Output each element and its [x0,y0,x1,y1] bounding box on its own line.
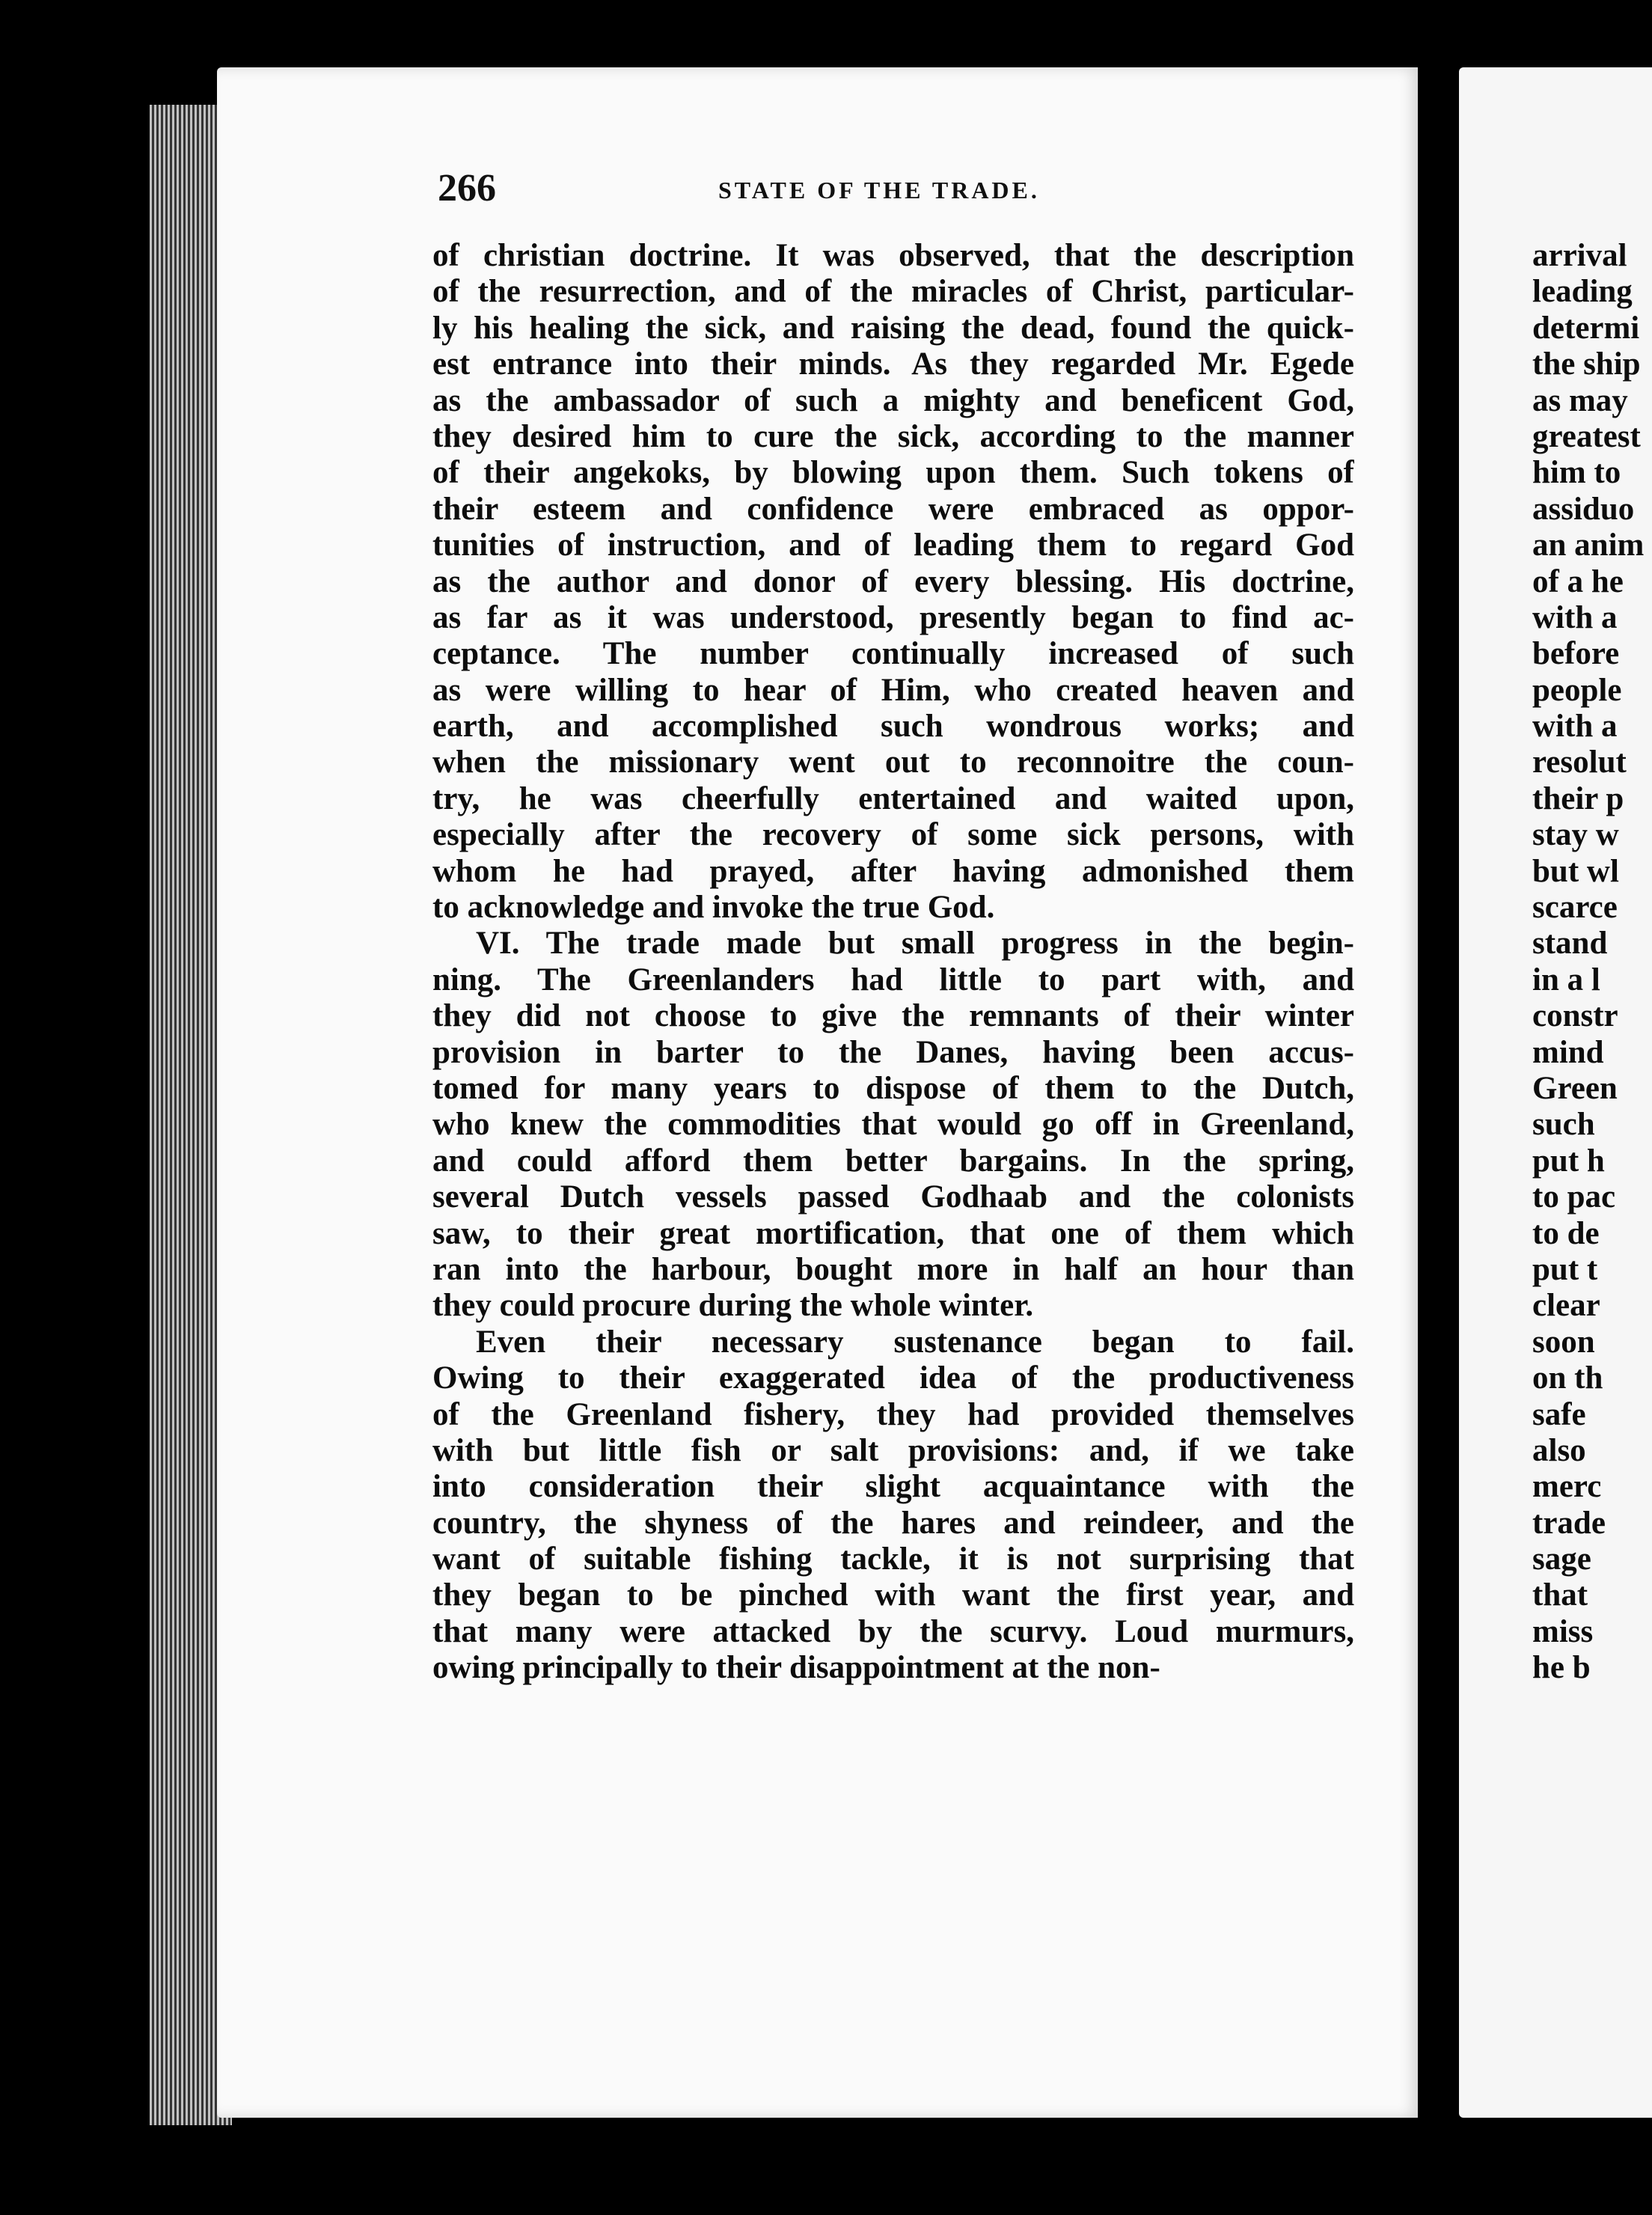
text-line: owing principally to their disappointment at the non- [432,1650,1160,1686]
right-page-line: stay w [1532,817,1619,853]
right-page-line: resolut [1532,745,1627,780]
page-header [438,166,1354,211]
text-line: especially after the recovery of some sick persons, with [432,817,1354,853]
text-line: when the missionary went out to reconnoitre the coun- [432,745,1354,780]
right-page-line: soon [1532,1324,1595,1360]
text-line: that many were attacked by the scurvy. Loud murmurs, [432,1613,1354,1649]
right-page-line: to de [1532,1215,1600,1251]
text-line: want of suitable fishing tackle, it is not surprising that [432,1542,1354,1577]
right-page-text [1532,238,1652,1687]
text-line: Owing to their exaggerated idea of the productiveness [432,1360,1354,1396]
text-line: provision in barter to the Danes, having been accus- [432,1034,1354,1070]
right-page-line: that [1532,1577,1588,1613]
running-title: STATE OF THE TRADE. [718,177,1040,204]
text-line: as far as it was understood, presently began to find ac- [432,599,1354,635]
page-number: 266 [438,167,496,210]
right-page-line: in a l [1532,962,1600,997]
text-line: to acknowledge and invoke the true God. [432,890,995,926]
text-line: country, the shyness of the hares and reindeer, and the [432,1505,1354,1541]
right-page-line: arrival [1532,238,1627,273]
right-page-line: but wl [1532,853,1619,889]
right-page-line: with a [1532,709,1618,745]
right-page-line: their p [1532,780,1624,816]
text-line: tunities of instruction, and of leading them to regard God [432,528,1354,563]
right-page-line: on th [1532,1360,1603,1396]
right-page-line: sage [1532,1542,1591,1577]
book-gutter [1418,45,1461,2155]
text-line: ceptance. The number continually increased of such [432,636,1354,672]
right-page-line: scarce [1532,890,1618,926]
text-line: who knew the commodities that would go off in Greenland, [432,1107,1354,1143]
right-page-line: merc [1532,1469,1602,1505]
text-line: they began to be pinched with want the first year, and [432,1577,1354,1613]
text-line: they desired him to cure the sick, according to the manner [432,418,1354,454]
text-line: and could afford them better bargains. In the spring, [432,1143,1354,1179]
text-line: ning. The Greenlanders had little to part with, and [432,962,1354,997]
right-page-line: the ship [1532,346,1641,382]
text-line: ly his healing the sick, and raising the dead, found the quick- [432,310,1354,346]
right-page-line: people [1532,672,1622,708]
text-line: into consideration their slight acquaintance with the [432,1469,1354,1505]
text-line: several Dutch vessels passed Godhaab and the colonists [432,1179,1354,1215]
text-line: est entrance into their minds. As they regarded Mr. Egede [432,346,1354,382]
right-page-line: determi [1532,310,1640,346]
right-page-line: put h [1532,1143,1605,1179]
text-line: earth, and accomplished such wondrous works; and [432,709,1354,745]
right-page-line: mind [1532,1034,1604,1070]
right-page-line: assiduo [1532,491,1635,527]
right-page-line: leading [1532,274,1633,310]
right-page-line: miss [1532,1613,1594,1649]
right-page-line: he b [1532,1650,1591,1686]
right-page-line: trade [1532,1505,1606,1541]
text-line: as were willing to hear of Him, who created heaven and [432,672,1354,708]
right-page-line: an anim [1532,528,1645,563]
text-line: with but little fish or salt provisions: and, if we take [432,1432,1354,1468]
text-line: Even their necessary sustenance began to fail. [476,1324,1354,1360]
text-line: they did not choose to give the remnants of their winter [432,998,1354,1034]
right-page-line: also [1532,1432,1586,1468]
right-page-line: put t [1532,1251,1598,1287]
text-line: they could procure during the whole winter. [432,1288,1034,1324]
right-page-line: Green [1532,1070,1618,1106]
body-text [432,238,1354,1687]
right-page-line: constr [1532,998,1618,1034]
right-page-line: to pac [1532,1179,1616,1215]
text-line: of the resurrection, and of the miracles of Christ, particular- [432,274,1354,310]
right-page-line: clear [1532,1288,1600,1324]
text-line: as the author and donor of every blessing. His doctrine, [432,563,1354,599]
text-line: try, he was cheerfully entertained and waited upon, [432,780,1354,816]
text-line: ran into the harbour, bought more in half an hour than [432,1251,1354,1287]
text-line: of christian doctrine. It was observed, that the description [432,238,1354,273]
right-page-line: before [1532,636,1620,672]
right-page-line: such [1532,1107,1595,1143]
text-line: as the ambassador of such a mighty and beneficent God, [432,382,1354,418]
text-line: saw, to their great mortification, that one of them which [432,1215,1354,1251]
text-line: whom he had prayed, after having admonished them [432,853,1354,889]
right-page-line: with a [1532,599,1618,635]
text-line: VI. The trade made but small progress in the begin- [476,926,1354,962]
text-line: of the Greenland fishery, they had provided themselves [432,1396,1354,1432]
right-page-line: greatest [1532,418,1641,454]
right-page-line: safe [1532,1396,1586,1432]
right-page-line: him to [1532,455,1621,491]
text-line: tomed for many years to dispose of them to the Dutch, [432,1070,1354,1106]
right-page-line: stand [1532,926,1608,962]
right-page-line: of a he [1532,563,1624,599]
text-line: of their angekoks, by blowing upon them. Such tokens of [432,455,1354,491]
right-page-line: as may [1532,382,1628,418]
text-line: their esteem and confidence were embraced as oppor- [432,491,1354,527]
